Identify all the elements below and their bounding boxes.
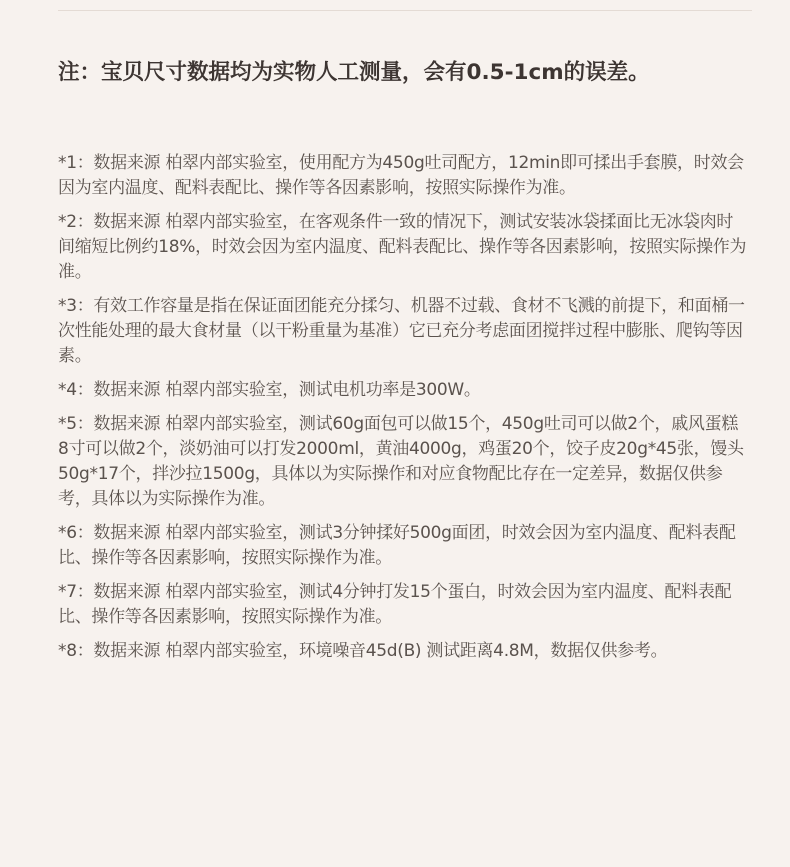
- footnote-2: *2：数据来源 柏翠内部实验室，在客观条件一致的情况下，测试安装冰袋揉面比无冰袋肉时间缩短比例约18%，时效会因为室内温度、配料表配比、操作等各因素影响，按照实际操作为准。: [58, 212, 747, 282]
- footnote-list: [58, 151, 748, 673]
- top-divider: [58, 10, 752, 11]
- footnote-8: *8：数据来源 柏翠内部实验室，环境噪音45d(B) 测试距离4.8M，数据仅供参考。: [58, 641, 668, 661]
- measurement-disclaimer-heading: 注：宝贝尺寸数据均为实物人工测量，会有0.5-1cm的误差。: [58, 60, 650, 85]
- footnote-7: *7：数据来源 柏翠内部实验室，测试4分钟打发15个蛋白，时效会因为室内温度、配料表配比、操作等各因素影响，按照实际操作为准。: [58, 582, 732, 627]
- footnote-6: *6：数据来源 柏翠内部实验室，测试3分钟揉好500g面团，时效会因为室内温度、配料表配比、操作等各因素影响，按照实际操作为准。: [58, 523, 736, 568]
- footnote-4: *4：数据来源 柏翠内部实验室，测试电机功率是300W。: [58, 380, 481, 400]
- footnote-5: *5：数据来源 柏翠内部实验室，测试60g面包可以做15个，450g吐司可以做2个，戚风蛋糕8寸可以做2个，淡奶油可以打发2000ml，黄油4000g，鸡蛋20个，饺子皮20g*45张，馒头50g*17个，拌沙拉1500g，具体以为实际操作和对应食物配比存在一定差异，数据仅供参考，具体以为实际操作为准。: [58, 414, 744, 509]
- footnote-3: *3：有效工作容量是指在保证面团能充分揉匀、机器不过载、食材不飞溅的前提下，和面桶一次性能处理的最大食材量（以干粉重量为基准）它已充分考虑面团搅拌过程中膨胀、爬钩等因素。: [58, 296, 745, 366]
- footnote-1: *1：数据来源 柏翠内部实验室，使用配方为450g吐司配方，12min即可揉出手套膜，时效会因为室内温度、配料表配比、操作等各因素影响，按照实际操作为准。: [58, 153, 744, 198]
